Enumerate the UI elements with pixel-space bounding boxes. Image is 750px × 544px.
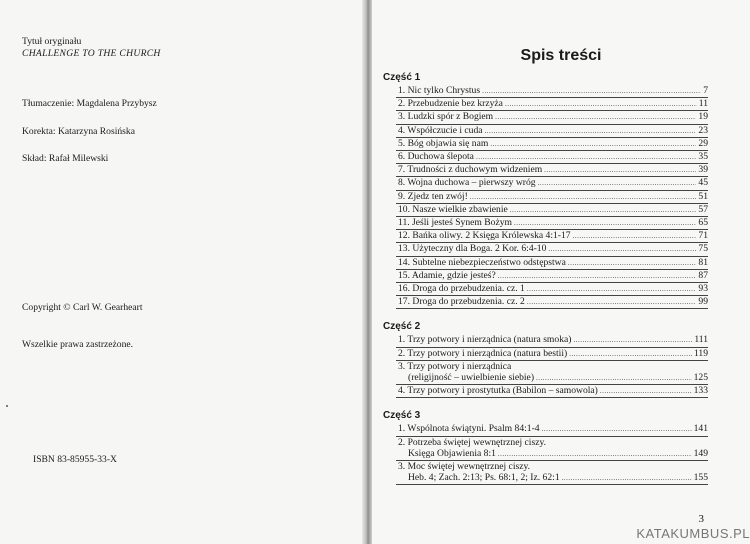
toc-entry-page: 81 — [698, 256, 708, 268]
dot-leader — [536, 373, 692, 384]
toc-entry — [396, 423, 708, 436]
toc-entry — [396, 361, 708, 385]
toc-entry-title-continued: Heb. 4; Zach. 2:13; Ps. 68:1, 2; Iz. 62:1 — [408, 472, 560, 484]
toc-entry-title: 13. Użyteczny dla Boga. 2 Kor. 6:4-10 — [398, 243, 547, 255]
left-page — [0, 0, 362, 544]
toc-entry-title: 1. Trzy potwory i nierządnica (natura smoka) — [398, 334, 572, 346]
toc-entry-page: 87 — [698, 269, 708, 281]
toc-entry — [396, 437, 708, 461]
toc-entry-page: 125 — [693, 372, 708, 384]
toc-entry — [396, 204, 708, 217]
toc-entry-page: 93 — [698, 283, 708, 295]
toc-entry-title: 3. Moc świętej wewnętrznej ciszy. — [398, 461, 531, 473]
toc-entry — [396, 257, 708, 270]
toc-entry-title: 12. Bańka oliwy. 2 Księga Królewska 4:1-17 — [398, 230, 571, 242]
toc-part-heading: Część 2 — [383, 321, 421, 333]
proofreading-credit: Korekta: Katarzyna Rosińska — [22, 126, 135, 137]
translation-credit: Tłumaczenie: Magdalena Przybysz — [22, 98, 157, 109]
toc-entry-page: 111 — [694, 334, 708, 346]
toc-entry-title: 4. Trzy potwory i prostytutka (Babilon – samowola) — [398, 385, 598, 397]
toc-entry-title: 9. Zjedz ten zwój! — [398, 190, 468, 202]
toc-entry-page: 155 — [693, 472, 708, 484]
typesetting-credit: Skład: Rafał Milewski — [22, 153, 109, 164]
toc-entry — [396, 385, 708, 398]
dot-leader — [542, 424, 692, 435]
toc-entry — [396, 98, 708, 111]
toc-entry — [396, 230, 708, 243]
toc-entry — [396, 164, 708, 177]
toc-entry-title: 4. Współczucie i cuda — [398, 124, 483, 136]
dot-leader — [490, 139, 696, 150]
toc-entry — [396, 270, 708, 283]
toc-entry-page: 35 — [698, 151, 708, 163]
toc-part-heading: Część 1 — [383, 72, 421, 83]
toc-entry-title: 15. Adamie, gdzie jesteś? — [398, 269, 496, 281]
toc-entry — [396, 111, 708, 124]
toc-entry-title: 1. Wspólnota świątyni. Psalm 84:1-4 — [398, 423, 540, 435]
isbn: ISBN 83-85955-33-X — [33, 454, 117, 465]
toc-entry — [396, 191, 708, 204]
toc-entry — [396, 461, 708, 485]
toc-title: Spis treści — [520, 47, 602, 64]
toc-entry-page: 19 — [698, 111, 708, 123]
toc-entry-page: 39 — [698, 164, 708, 176]
toc-entry-page: 57 — [698, 203, 708, 215]
toc-entry-title-continued: (religijność – uwielbienie siebie) — [408, 372, 535, 384]
toc-entry — [396, 348, 708, 361]
dot-leader — [562, 473, 692, 484]
original-title: CHALLENGE TO THE CHURCH — [22, 48, 161, 59]
toc-entry-page: 149 — [693, 447, 708, 459]
table-of-contents — [383, 72, 708, 497]
book-gutter — [362, 0, 372, 544]
toc-entry-title: 11. Jeśli jesteś Synem Bożym — [398, 217, 512, 229]
toc-entry-title: 7. Trudności z duchowym widzeniem — [398, 164, 543, 176]
toc-entry — [396, 283, 708, 296]
toc-part-heading: Część 3 — [383, 410, 421, 422]
toc-entry-page: 71 — [698, 230, 708, 242]
dot-leader — [573, 231, 697, 242]
dot-leader — [470, 192, 697, 203]
toc-entry-title: 2. Przebudzenie bez krzyża — [398, 98, 503, 110]
toc-entry-title: 2. Potrzeba świętej wewnętrznej ciszy. — [398, 436, 547, 448]
dot-leader — [527, 284, 697, 295]
toc-entry-page: 45 — [698, 177, 708, 189]
toc-entry-page: 99 — [698, 296, 708, 308]
toc-entry-title: 5. Bóg objawia się nam — [398, 137, 489, 149]
dot-leader — [476, 152, 696, 163]
toc-part — [383, 410, 708, 485]
toc-entry-title: 8. Wojna duchowa – pierwszy wróg — [398, 177, 536, 189]
toc-entry-page: 7 — [703, 85, 708, 96]
toc-entry — [396, 177, 708, 190]
toc-entry-page: 51 — [698, 190, 708, 202]
toc-entry-title: 17. Droga do przebudzenia. cz. 2 — [398, 296, 525, 308]
toc-entry-title: 3. Ludzki spór z Bogiem — [398, 111, 494, 123]
toc-entry-title: 3. Trzy potwory i nierządnica — [398, 360, 512, 372]
dot-leader — [505, 99, 697, 110]
toc-entry — [396, 151, 708, 164]
toc-entry — [396, 243, 708, 256]
toc-entry — [396, 296, 708, 309]
dot-leader — [498, 271, 697, 282]
dot-leader — [514, 218, 696, 229]
original-title-label: Tytuł oryginału — [22, 36, 82, 47]
print-speck — [6, 405, 8, 407]
toc-entry-title: 1. Nic tylko Chrystus — [398, 85, 481, 96]
dot-leader — [498, 449, 692, 460]
right-page — [372, 0, 750, 544]
toc-entry-title: 14. Subtelne niebezpieczeństwo odstępstwa — [398, 256, 566, 268]
dot-leader — [510, 205, 697, 216]
toc-entry-title: 16. Droga do przebudzenia. cz. 1 — [398, 283, 525, 295]
dot-leader — [568, 258, 697, 269]
toc-entry-title: 6. Duchowa ślepota — [398, 151, 474, 163]
toc-part — [383, 321, 708, 398]
dot-leader — [485, 126, 697, 137]
toc-entry-title-continued: Księga Objawienia 8:1 — [408, 447, 496, 459]
dot-leader — [495, 112, 696, 123]
dot-leader — [538, 178, 697, 189]
dot-leader — [544, 165, 696, 176]
toc-entry-page: 141 — [693, 423, 708, 435]
toc-entry-title: 2. Trzy potwory i nierządnica (natura bestii) — [398, 347, 568, 359]
toc-entry — [396, 125, 708, 138]
toc-entry — [396, 85, 708, 98]
dot-leader — [600, 386, 692, 397]
dot-leader — [573, 335, 692, 346]
toc-entry-page: 23 — [698, 124, 708, 136]
toc-entry-page: 29 — [698, 137, 708, 149]
dot-leader — [569, 349, 692, 360]
copyright-notice: Copyright © Carl W. Gearheart — [22, 302, 143, 313]
page-number: 3 — [698, 513, 704, 525]
toc-entry — [396, 217, 708, 230]
rights-notice: Wszelkie prawa zastrzeżone. — [22, 339, 134, 350]
toc-entry-page: 11 — [698, 98, 708, 110]
toc-entry-page: 65 — [698, 217, 708, 229]
dot-leader — [482, 86, 701, 97]
toc-entry — [396, 334, 708, 347]
toc-entry-page: 133 — [693, 385, 708, 397]
watermark: KATAKUMBUS.PL — [636, 526, 750, 541]
toc-part — [383, 72, 708, 309]
dot-leader — [527, 297, 697, 308]
toc-entry-title: 10. Nasze wielkie zbawienie — [398, 203, 508, 215]
toc-entry — [396, 138, 708, 151]
toc-entry-page: 119 — [693, 347, 708, 359]
toc-entry-page: 75 — [698, 243, 708, 255]
dot-leader — [548, 244, 696, 255]
